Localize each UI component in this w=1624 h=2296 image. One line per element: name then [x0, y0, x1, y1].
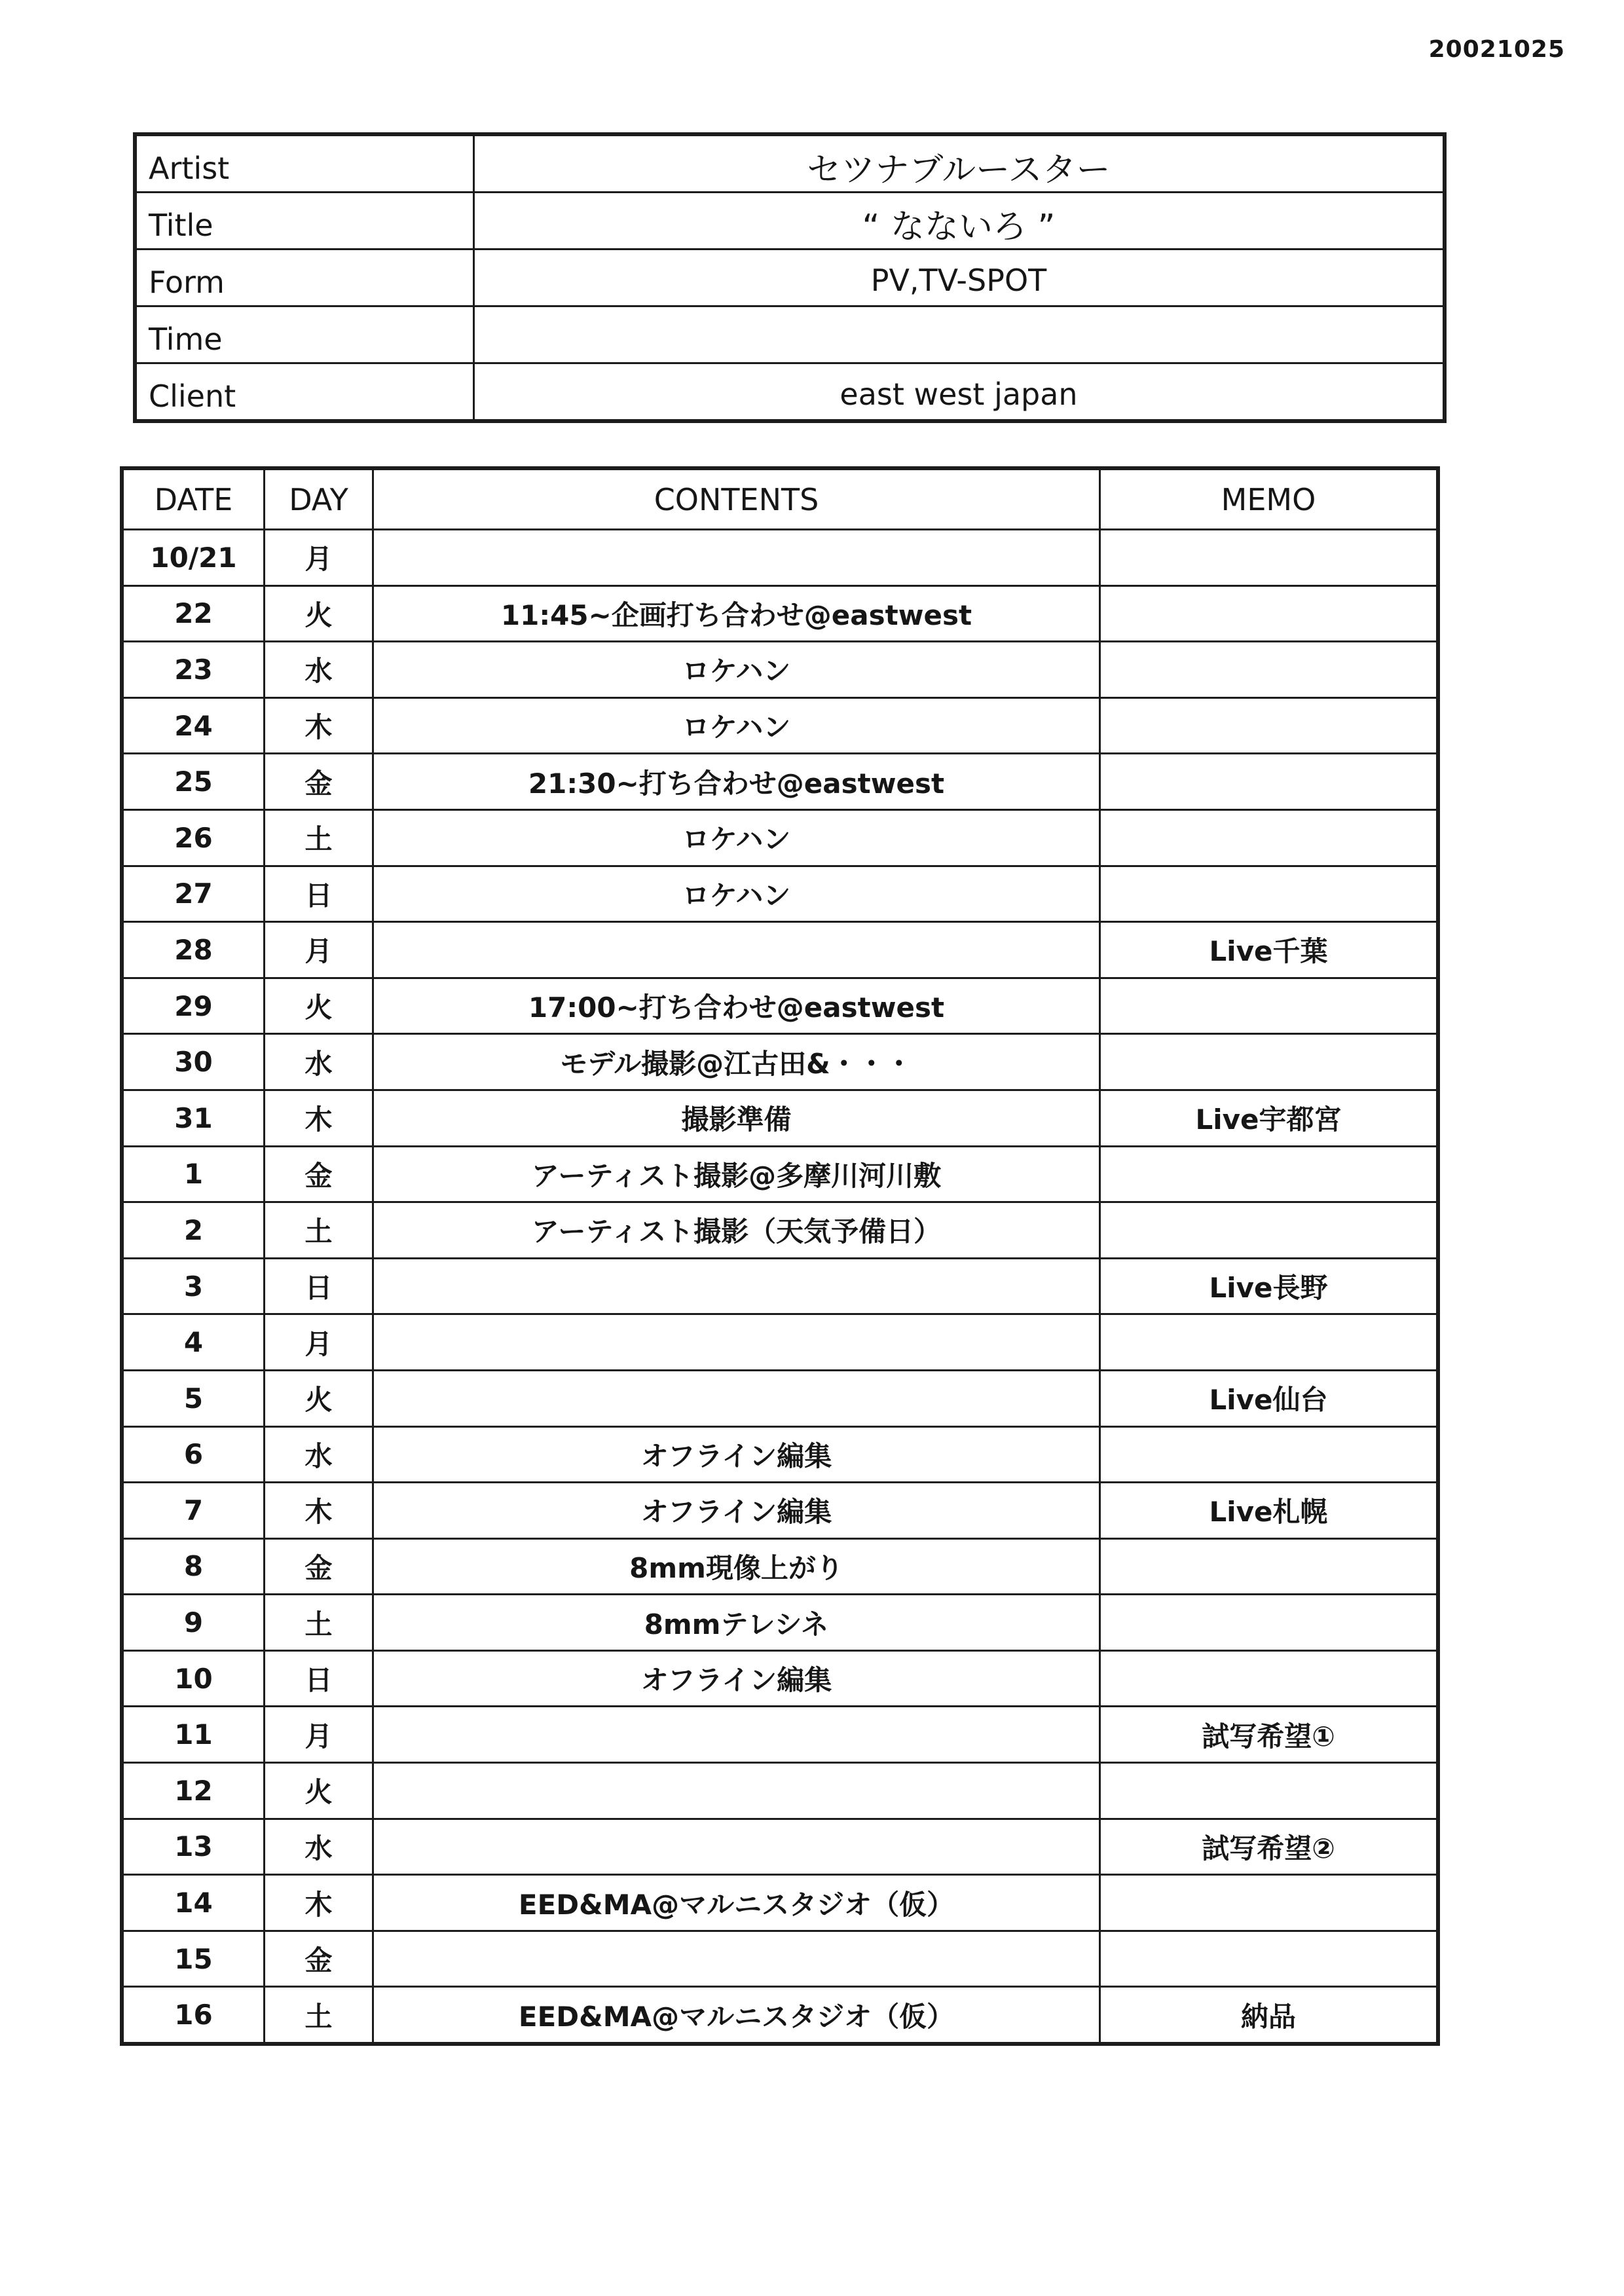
day-cell: 火 [265, 978, 373, 1034]
day-cell: 金 [265, 1538, 373, 1595]
contents-cell [373, 1370, 1100, 1426]
contents-cell: 17:00~打ち合わせ@eastwest [373, 978, 1100, 1034]
date-cell: 14 [123, 1875, 265, 1931]
schedule-row [123, 1258, 1437, 1314]
schedule-row [123, 1483, 1437, 1539]
info-row-time [136, 306, 1444, 363]
day-cell: 日 [265, 1258, 373, 1314]
schedule-row [123, 1819, 1437, 1875]
schedule-row [123, 1650, 1437, 1707]
contents-cell [373, 1931, 1100, 1987]
day-cell: 土 [265, 809, 373, 866]
day-cell: 水 [265, 1426, 373, 1483]
schedule-row [123, 585, 1437, 642]
date-cell: 28 [123, 922, 265, 978]
day-cell: 火 [265, 1763, 373, 1819]
day-cell: 木 [265, 697, 373, 754]
memo-cell: 納品 [1100, 1987, 1437, 2043]
contents-cell [373, 530, 1100, 586]
memo-cell: Live長野 [1100, 1258, 1437, 1314]
memo-cell [1100, 697, 1437, 754]
schedule-row [123, 978, 1437, 1034]
contents-cell: アーティスト撮影（天気予備日） [373, 1202, 1100, 1259]
day-cell: 金 [265, 1931, 373, 1987]
memo-cell [1100, 1426, 1437, 1483]
contents-cell: 8mm現像上がり [373, 1538, 1100, 1595]
contents-cell: 8mmテレシネ [373, 1595, 1100, 1651]
schedule-header-row [123, 470, 1437, 530]
memo-cell: 試写希望① [1100, 1707, 1437, 1763]
schedule-row [123, 1763, 1437, 1819]
memo-cell [1100, 1538, 1437, 1595]
date-cell: 7 [123, 1483, 265, 1539]
memo-cell [1100, 1034, 1437, 1090]
date-cell: 10/21 [123, 530, 265, 586]
date-column-header: DATE [123, 470, 265, 530]
contents-cell [373, 922, 1100, 978]
memo-cell [1100, 1763, 1437, 1819]
schedule-row [123, 1146, 1437, 1202]
day-cell: 金 [265, 754, 373, 810]
schedule-row [123, 922, 1437, 978]
info-label-title: Title [136, 193, 474, 250]
date-cell: 23 [123, 642, 265, 698]
schedule-row [123, 1034, 1437, 1090]
day-cell: 月 [265, 1707, 373, 1763]
date-cell: 31 [123, 1090, 265, 1146]
contents-cell: 21:30~打ち合わせ@eastwest [373, 754, 1100, 810]
day-cell: 日 [265, 866, 373, 922]
memo-cell [1100, 1314, 1437, 1371]
memo-cell [1100, 642, 1437, 698]
day-cell: 火 [265, 1370, 373, 1426]
info-label-time: Time [136, 306, 474, 363]
day-cell: 木 [265, 1090, 373, 1146]
memo-cell [1100, 1931, 1437, 1987]
date-cell: 10 [123, 1650, 265, 1707]
schedule-row [123, 530, 1437, 586]
info-value-client: east west japan [474, 363, 1444, 420]
contents-cell [373, 1763, 1100, 1819]
date-cell: 8 [123, 1538, 265, 1595]
date-cell: 1 [123, 1146, 265, 1202]
contents-cell [373, 1707, 1100, 1763]
memo-cell: 試写希望② [1100, 1819, 1437, 1875]
contents-cell: アーティスト撮影@多摩川河川敷 [373, 1146, 1100, 1202]
info-row-artist [136, 136, 1444, 193]
schedule-row [123, 1314, 1437, 1371]
document-id: 20021025 [1428, 36, 1565, 63]
contents-cell [373, 1819, 1100, 1875]
schedule-row [123, 754, 1437, 810]
date-cell: 30 [123, 1034, 265, 1090]
memo-cell [1100, 1650, 1437, 1707]
info-value-time [474, 306, 1444, 363]
schedule-row [123, 1090, 1437, 1146]
day-column-header: DAY [265, 470, 373, 530]
schedule-row [123, 809, 1437, 866]
memo-cell [1100, 866, 1437, 922]
date-cell: 12 [123, 1763, 265, 1819]
memo-cell: Live千葉 [1100, 922, 1437, 978]
day-cell: 日 [265, 1650, 373, 1707]
contents-cell: モデル撮影@江古田&・・・ [373, 1034, 1100, 1090]
day-cell: 土 [265, 1987, 373, 2043]
info-row-form [136, 250, 1444, 306]
date-cell: 4 [123, 1314, 265, 1371]
date-cell: 9 [123, 1595, 265, 1651]
day-cell: 土 [265, 1595, 373, 1651]
date-cell: 25 [123, 754, 265, 810]
schedule-row [123, 1707, 1437, 1763]
schedule-row [123, 866, 1437, 922]
memo-cell [1100, 1202, 1437, 1259]
memo-cell [1100, 1595, 1437, 1651]
memo-cell [1100, 585, 1437, 642]
contents-cell [373, 1258, 1100, 1314]
date-cell: 2 [123, 1202, 265, 1259]
project-info-body [136, 136, 1444, 420]
schedule-row [123, 1202, 1437, 1259]
day-cell: 水 [265, 1034, 373, 1090]
contents-cell: ロケハン [373, 809, 1100, 866]
contents-cell: ロケハン [373, 697, 1100, 754]
schedule-row [123, 1538, 1437, 1595]
info-value-title: “ なないろ ” [474, 193, 1444, 250]
memo-cell [1100, 530, 1437, 586]
contents-cell: オフライン編集 [373, 1483, 1100, 1539]
date-cell: 11 [123, 1707, 265, 1763]
memo-column-header: MEMO [1100, 470, 1437, 530]
contents-cell: 撮影準備 [373, 1090, 1100, 1146]
date-cell: 26 [123, 809, 265, 866]
info-value-artist: セツナブルースター [474, 136, 1444, 193]
day-cell: 水 [265, 642, 373, 698]
schedule-body [123, 470, 1437, 2043]
project-info-table [135, 134, 1445, 421]
contents-cell [373, 1314, 1100, 1371]
memo-cell [1100, 809, 1437, 866]
memo-cell [1100, 1146, 1437, 1202]
schedule-row [123, 1931, 1437, 1987]
info-row-title [136, 193, 1444, 250]
memo-cell [1100, 1875, 1437, 1931]
schedule-row [123, 1875, 1437, 1931]
memo-cell [1100, 978, 1437, 1034]
schedule-row [123, 1595, 1437, 1651]
info-label-form: Form [136, 250, 474, 306]
day-cell: 月 [265, 530, 373, 586]
date-cell: 6 [123, 1426, 265, 1483]
info-row-client [136, 363, 1444, 420]
day-cell: 金 [265, 1146, 373, 1202]
contents-cell: オフライン編集 [373, 1650, 1100, 1707]
schedule-row [123, 1370, 1437, 1426]
day-cell: 水 [265, 1819, 373, 1875]
day-cell: 木 [265, 1483, 373, 1539]
contents-cell: ロケハン [373, 866, 1100, 922]
day-cell: 木 [265, 1875, 373, 1931]
contents-cell: 11:45~企画打ち合わせ@eastwest [373, 585, 1100, 642]
date-cell: 16 [123, 1987, 265, 2043]
date-cell: 3 [123, 1258, 265, 1314]
memo-cell: Live札幌 [1100, 1483, 1437, 1539]
date-cell: 5 [123, 1370, 265, 1426]
day-cell: 火 [265, 585, 373, 642]
date-cell: 27 [123, 866, 265, 922]
contents-cell: ロケハン [373, 642, 1100, 698]
memo-cell: Live宇都宮 [1100, 1090, 1437, 1146]
info-label-artist: Artist [136, 136, 474, 193]
date-cell: 22 [123, 585, 265, 642]
memo-cell [1100, 754, 1437, 810]
schedule-table [122, 468, 1438, 2044]
contents-cell: EED&MA@マルニスタジオ（仮） [373, 1987, 1100, 2043]
date-cell: 24 [123, 697, 265, 754]
memo-cell: Live仙台 [1100, 1370, 1437, 1426]
schedule-row [123, 1987, 1437, 2043]
info-label-client: Client [136, 363, 474, 420]
day-cell: 月 [265, 1314, 373, 1371]
schedule-row [123, 642, 1437, 698]
schedule-row [123, 1426, 1437, 1483]
contents-cell: オフライン編集 [373, 1426, 1100, 1483]
date-cell: 15 [123, 1931, 265, 1987]
date-cell: 29 [123, 978, 265, 1034]
day-cell: 土 [265, 1202, 373, 1259]
day-cell: 月 [265, 922, 373, 978]
contents-column-header: CONTENTS [373, 470, 1100, 530]
schedule-row [123, 697, 1437, 754]
contents-cell: EED&MA@マルニスタジオ（仮） [373, 1875, 1100, 1931]
info-value-form: PV,TV-SPOT [474, 250, 1444, 306]
date-cell: 13 [123, 1819, 265, 1875]
